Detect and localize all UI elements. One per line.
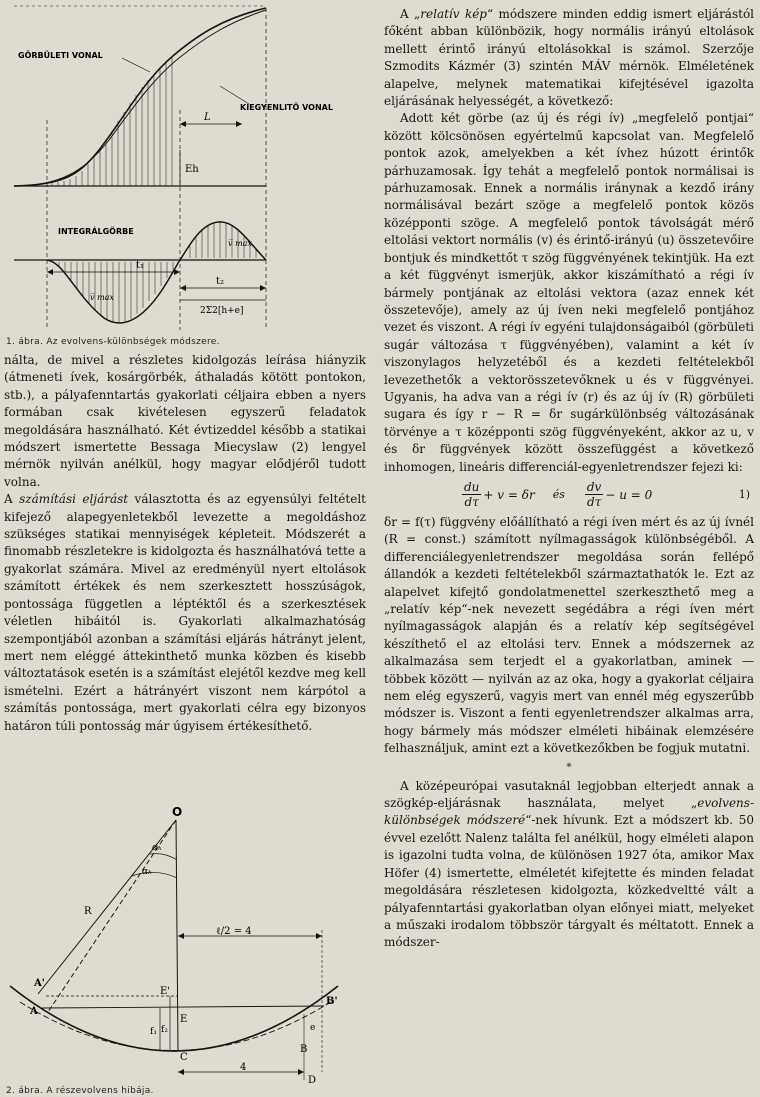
- label-R: R: [84, 906, 92, 917]
- label-O: O: [172, 805, 183, 819]
- label-vmax-negative: v̅ max: [90, 293, 114, 302]
- label-vmax-positive: v̅ max: [228, 239, 252, 248]
- equation-left: $\frac{du}{d\tau}$ + v = δr és $\frac{dv}{d\tau}$ − u = 0: [464, 480, 653, 510]
- left-paragraph-1: nálta, de mivel a részletes kidolgozás leírása hiányzik (átmeneti ívek, kosárgörbék, áthaladás kötött pontokon, stb.), a pályafenntartás gyakorlati céljaira ebben a nyers formában csak kivételesen egyszerű feladatok megoldására használható. Két évtizeddel később a statikai módszert ismertette Bessaga Miecyslaw (2) lengyel mérnök nyilván anélkül, hogy magyar elődjéről tudott volna.: [4, 353, 366, 489]
- label-alpha-2: αₕ: [142, 867, 152, 877]
- label-Eh: Eh: [185, 164, 199, 175]
- label-gorbuleti-vonal: GÖRBÜLETI VONAL: [18, 51, 103, 60]
- label-t1: t₁: [136, 260, 145, 271]
- label-f2: f₂: [161, 1025, 168, 1035]
- right-paragraph-3: δr = f(τ) függvény előállítható a régi íven mért és az új ívnél (R = const.) számított nyílmagasságok különbségéből. A differenciálegyenletrendszer megoldása során fellépő állandók a kezdeti feltételekből származtathatók le. Ezt az alapelvet kifejtő gondolatmenettel szerkeszthető meg a „relatív kép“-nek nevezett segédábra a régi íven mért nyílmagasságok alapján és a relatív kép segítségével készíthető el az eltolási terv. Ennek a módszernek az alkalmazása sem terjedt el a gyakorlatban, aminek — többek között — nyilván az az oka, hogy a gyakorlat céljaira nem elég egyszerű, vagyis mert van ennél még egyszerűbb módszer is. Viszont a fenti egyenletrendszer alkalmas arra, hogy bármely más módszer elméleti hibáinak elemzésére felhasználjuk, amint ezt a következőkben be fogjuk mutatni.: [384, 514, 754, 756]
- left-column: [4, 0, 368, 1097]
- label-L: L: [204, 112, 211, 123]
- label-C: C: [180, 1052, 188, 1063]
- label-e: e: [310, 1023, 316, 1033]
- figure-2-caption: 2. ábra. A részevolvens hibája.: [6, 1086, 154, 1096]
- left-body-text: [4, 352, 366, 735]
- right-column: [384, 0, 756, 1097]
- label-dim-4: 4: [240, 1062, 247, 1073]
- equation-1: [384, 476, 754, 514]
- label-E-prime: E': [160, 986, 171, 997]
- figure-2: [4, 800, 368, 1086]
- label-B: B: [300, 1044, 308, 1055]
- label-integralgorbe: INTEGRÁLGÖRBE: [58, 227, 134, 236]
- right-paragraph-4: A középeurópai vasutaknál legjobban elterjedt annak a szögkép-eljárásnak használata, melyet „evolvens-különbségek módszeré“-nek hívunk. Ezt a módszert kb. 50 évvel ezelőtt Nalenz találta fel anélkül, hogy elméleti alapon is igazolni tudta volna, de különösen 1927 óta, amikor Max Höfer (4) ismertette, elméletét kifejtette és minden feladat megoldására részletesen kidolgozta, közkedveltté vált a pályafenntartási gyakorlatban olyan előnyei miatt, melyeket a műszaki irodalom többször tárgyalt és méltatott. Ennek a módszer-: [384, 778, 754, 950]
- label-sum: 2Σ2[h+e]: [200, 306, 244, 316]
- right-paragraph-1: A „relatív kép“ módszere minden eddig ismert eljárástól főként abban különbözik, hogy normális irányú eltolások mellett érintő irányú eltolásokkal is számol. Szerzője Szmodits Kázmér (3) szintén MÁV mérnök. Elméletének alapelve, melynek matematikai kifejtésével igazolta eljárásának helyességét, a következő:: [384, 7, 755, 109]
- left-paragraph-2: A számítási eljárást választotta és az egyensúlyi feltételt kifejező alapegyenletekből levezette a megoldáshoz szükséges statikai mennyiségek képleteit. Módszerét a finomabb részletekre is kidolgozta és használhatóvá tette a gyakorlat számára. Mivel az eredményül nyert eltolások számított értékek és nem szerkesztett hosszúságok, pontossága független a léptéktől és a szerkesztések véletlen hibáitól is. Gyakorlati alkalmazhatóság szempontjából azonban a számítási eljárás hátrányt jelent, mert nem eléggé áttekinthető munka közben és kisebb változtatások esetén is a számítást elejétől kezdve meg kell ismételni. Ezért a hátrányért viszont nem kárpótol a számítás pontossága, mert gyakorlati célra egy bizonyos határon túli pontosság már úgyisem értékesíthető.: [4, 492, 366, 733]
- section-separator: *: [566, 761, 572, 773]
- label-half-length: ℓ/2 = 4: [216, 926, 252, 937]
- label-A: A: [30, 1006, 38, 1017]
- right-paragraph-2: Adott két görbe (az új és régi ív) „megfelelő pontjai“ között kölcsönösen egyértelmű kapcsolat van. Megfelelő pontok azok, amelyekben a két ívhez húzott érintők párhuzamosak. Így tehát a megfelelő pontok normálisai is párhuzamosak. Ennek a normális iránynak a kezdő irány normálisával bezárt szöge a megfelelő pontok közös középponti szöge. A megfelelő pontok távolságát mérő eltolási vektort normális (v) és érintő-irányú (u) összetevőire bontjuk és mindkettőt τ szög függvényének tekintjük. Ha ezt a két függvényt ismerjük, akkor kiszámítható a régi ív bármely pontjának az eltolási vektora (azaz ennek két összetevője), amely az új íven neki megfelelő pontjához vezet és viszont. A régi ív egyéni tulajdonságaiból (görbületi sugár változása τ függvényében), valamint a két ív viszonylagos helyzetéből és a kezdeti feltételekből levezethetők a vektorösszetevőknek u és v függvényei. Ugyanis, ha adva van a régi ív (r) és az új ív (R) görbületi sugara és így r − R = δr sugárkülönbség változásának törvénye a τ középponti szög függvényeként, akkor az u, v és δr függvények között összefüggést a következő inhomogen, lineáris differenciál-egyenletrendszer fejezi ki:: [384, 111, 754, 474]
- right-body-text: [384, 6, 754, 952]
- label-A-prime: A': [34, 978, 45, 989]
- right-emphasis-1: relatív kép: [420, 7, 487, 21]
- figure-1: [4, 0, 368, 334]
- left-emphasis: számítási eljárást: [19, 492, 129, 507]
- label-t2: t₂: [216, 276, 225, 287]
- label-f1: f₁: [150, 1027, 157, 1037]
- label-D: D: [308, 1075, 317, 1086]
- label-E: E: [180, 1014, 188, 1025]
- label-alpha-1: αₕ: [152, 843, 162, 853]
- label-B-prime: B': [326, 996, 338, 1007]
- figure-1-caption: 1. ábra. Az evolvens-különbségek módszere.: [6, 337, 220, 347]
- figure-1-drawing: [4, 0, 368, 334]
- label-kiegyenlito-vonal: KIEGYENLITŐ VONAL: [240, 103, 333, 112]
- equation-number: 1): [738, 488, 750, 502]
- right-emphasis-2: evolvens-különbségek módszeré: [384, 796, 754, 828]
- figure-2-drawing: [4, 800, 368, 1086]
